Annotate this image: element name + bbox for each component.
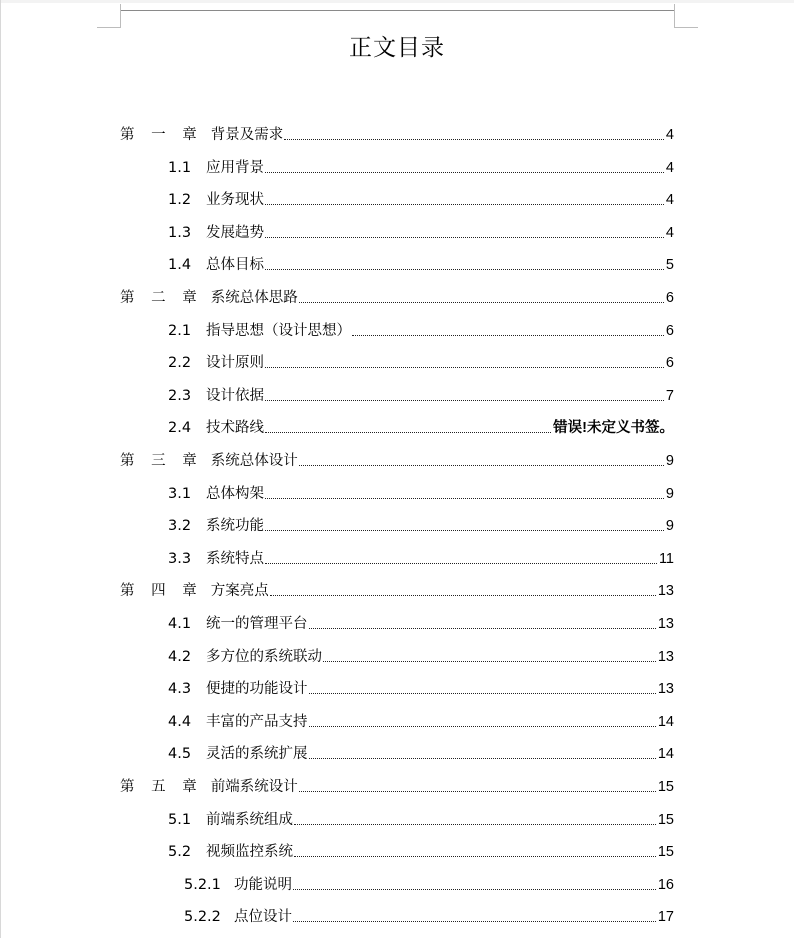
dot-leader: [293, 921, 656, 922]
toc-page-number: 9: [665, 453, 674, 469]
dot-leader: [284, 139, 664, 140]
toc-entry-title: 便捷的功能设计: [206, 681, 308, 698]
toc-entry-title: 丰富的产品支持: [206, 713, 308, 730]
toc-section-entry[interactable]: [168, 407, 674, 437]
toc-section-entry[interactable]: [168, 701, 674, 731]
dot-leader: [265, 400, 664, 401]
dot-leader: [293, 889, 656, 890]
toc-section-entry[interactable]: [168, 831, 674, 861]
toc-page-number: 11: [658, 550, 674, 567]
dot-leader: [299, 465, 664, 466]
dot-leader: [265, 269, 664, 270]
toc-entry-title: 方案亮点: [210, 583, 269, 600]
toc-page-number: 16: [657, 876, 674, 893]
toc-section-entry[interactable]: [184, 864, 674, 894]
toc-page-number: 15: [657, 779, 674, 795]
toc-entry-title: 统一的管理平台: [206, 616, 308, 632]
dot-leader: [294, 824, 656, 825]
toc-section-entry[interactable]: [168, 342, 674, 372]
dot-leader: [265, 367, 664, 368]
dot-leader: [265, 237, 664, 238]
toc-section-entry[interactable]: [168, 179, 674, 209]
toc-page-number: 5: [665, 257, 674, 274]
toc-page-number: 4: [665, 224, 674, 241]
dot-leader: [265, 563, 657, 564]
toc-section-entry[interactable]: [168, 375, 674, 405]
crop-mark-left-horizontal: [97, 27, 121, 28]
toc-page-number: 15: [657, 844, 674, 861]
toc-entry-title: 业务现状: [206, 192, 264, 209]
toc-page-number: 17: [657, 909, 674, 926]
toc-entry-number: 5.1: [168, 811, 192, 828]
toc-section-entry[interactable]: [168, 473, 674, 503]
crop-mark-right-vertical: [674, 4, 675, 27]
header-rule: [120, 10, 675, 11]
toc-chapter-entry[interactable]: [120, 114, 674, 144]
toc-entry-number: 3.2: [168, 518, 192, 535]
dot-leader: [299, 302, 664, 303]
toc-entry-title: 功能说明: [234, 876, 292, 893]
toc-entry-number: 第 一 章: [120, 127, 203, 143]
dot-leader: [309, 758, 656, 759]
toc-page-number: 7: [665, 387, 674, 404]
toc-page-number: 6: [665, 290, 674, 306]
dot-leader: [309, 726, 656, 727]
toc-page-number: 13: [657, 648, 674, 665]
toc-section-entry[interactable]: [168, 505, 674, 535]
toc-entry-number: 第 二 章: [120, 290, 203, 306]
toc-page-error: 错误!未定义书签。: [553, 420, 674, 437]
toc-section-entry[interactable]: [168, 668, 674, 698]
toc-section-entry[interactable]: [168, 147, 674, 177]
toc-page-number: 4: [665, 192, 674, 209]
toc-entry-title: 设计原则: [206, 355, 264, 372]
toc-section-entry[interactable]: [184, 896, 674, 926]
toc-entry-title: 指导思想（设计思想）: [206, 322, 351, 339]
window-top-edge: [0, 0, 794, 3]
toc-section-entry[interactable]: [168, 310, 674, 340]
toc-page-number: 6: [665, 355, 674, 372]
toc-entry-number: 2.1: [168, 322, 192, 339]
toc-entry-title: 多方位的系统联动: [206, 648, 322, 665]
toc-entry-title: 前端系统组成: [206, 811, 293, 828]
toc-entry-number: 4.2: [168, 648, 192, 665]
toc-entry-number: 1.4: [168, 257, 192, 274]
toc-section-entry[interactable]: [168, 733, 674, 763]
toc-section-entry[interactable]: [168, 799, 674, 829]
toc-page-number: 14: [657, 746, 674, 763]
toc-entry-title: 总体构架: [206, 485, 264, 502]
toc-entry-number: 4.5: [168, 746, 192, 763]
toc-page-number: 15: [657, 811, 674, 828]
toc-section-entry[interactable]: [168, 538, 674, 568]
toc-page-number: 9: [665, 485, 674, 502]
toc-page-number: 13: [657, 616, 674, 632]
toc-section-entry[interactable]: [168, 603, 674, 633]
toc-entry-number: 1.2: [168, 192, 192, 209]
dot-leader: [294, 856, 656, 857]
toc-entry-title: 总体目标: [206, 257, 264, 274]
toc-entry-title: 点位设计: [234, 909, 292, 926]
toc-entry-title: 背景及需求: [210, 127, 284, 143]
toc-entry-number: 1.1: [168, 159, 192, 176]
toc-page-number: 9: [665, 518, 674, 535]
toc-section-entry[interactable]: [168, 212, 674, 242]
dot-leader: [270, 595, 656, 596]
toc-entry-title: 系统总体思路: [210, 290, 298, 306]
dot-leader: [265, 432, 551, 433]
toc-entry-title: 系统功能: [206, 518, 264, 535]
dot-leader: [323, 661, 656, 662]
toc-entry-number: 3.1: [168, 485, 192, 502]
toc-chapter-entry[interactable]: [120, 440, 674, 470]
toc-section-entry[interactable]: [168, 244, 674, 274]
toc-entry-number: 4.3: [168, 681, 192, 698]
toc-entry-number: 5.2.2: [184, 909, 221, 926]
toc-entry-number: 第 四 章: [120, 583, 203, 600]
toc-entry-title: 技术路线: [206, 420, 264, 437]
toc-page-number: 4: [665, 159, 674, 176]
dot-leader: [309, 628, 656, 629]
toc-entry-title: 系统总体设计: [210, 453, 298, 469]
toc-entry-title: 设计依据: [206, 387, 264, 404]
toc-entry-title: 系统特点: [206, 550, 264, 567]
page-left-edge: [0, 0, 1, 938]
dot-leader: [265, 498, 664, 499]
toc-page-number: 13: [657, 681, 674, 698]
toc-entry-number: 第 三 章: [120, 453, 203, 469]
toc-entry-number: 5.2.1: [184, 876, 221, 893]
dot-leader: [352, 335, 664, 336]
dot-leader: [265, 530, 664, 531]
toc-entry-title: 应用背景: [206, 159, 264, 176]
toc-page-number: 6: [665, 322, 674, 339]
toc-chapter-entry[interactable]: [120, 766, 674, 796]
toc-entry-number: 4.4: [168, 713, 192, 730]
dot-leader: [265, 204, 664, 205]
toc-entry-number: 第 五 章: [120, 779, 203, 795]
page-title: 正文目录: [349, 35, 445, 61]
toc-entry-number: 5.2: [168, 844, 192, 861]
toc-page-number: 14: [657, 713, 674, 730]
toc-entry-number: 2.3: [168, 387, 192, 404]
toc-page-number: 13: [657, 583, 674, 600]
toc-entry-title: 前端系统设计: [210, 779, 298, 795]
toc-entry-number: 2.4: [168, 420, 192, 437]
toc-entry-number: 1.3: [168, 224, 192, 241]
dot-leader: [309, 693, 656, 694]
dot-leader: [299, 791, 656, 792]
toc-entry-number: 2.2: [168, 355, 192, 372]
crop-mark-right-horizontal: [674, 27, 698, 28]
dot-leader: [265, 172, 664, 173]
toc-entry-title: 发展趋势: [206, 224, 264, 241]
toc-entry-number: 3.3: [168, 550, 192, 567]
toc-entry-number: 4.1: [168, 616, 192, 632]
crop-mark-left-vertical: [120, 4, 121, 27]
toc-chapter-entry[interactable]: [120, 570, 674, 600]
toc-entry-title: 灵活的系统扩展: [206, 746, 308, 763]
toc-entry-title: 视频监控系统: [206, 844, 293, 861]
toc-page-number: 4: [665, 127, 674, 143]
toc-section-entry[interactable]: [168, 636, 674, 666]
toc-chapter-entry[interactable]: [120, 277, 674, 307]
